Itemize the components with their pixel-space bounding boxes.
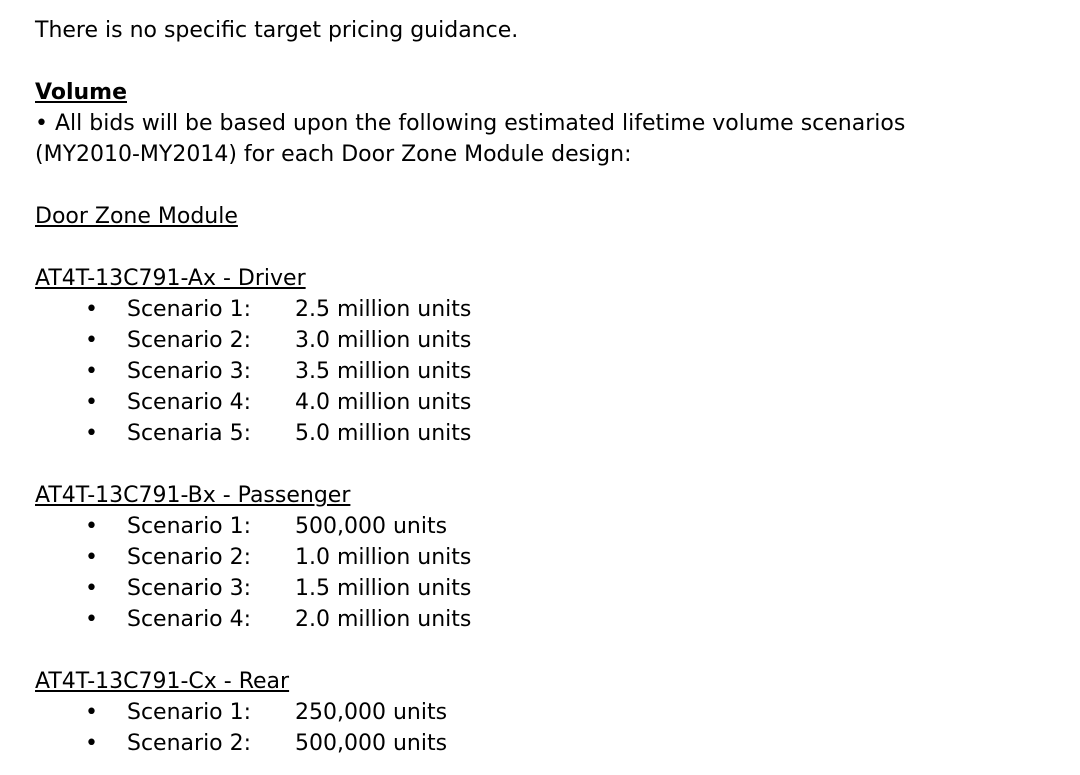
scenario-group xyxy=(35,635,1060,759)
blank-line xyxy=(35,170,1060,201)
scenario-row xyxy=(35,697,1060,728)
scenario-row xyxy=(35,728,1060,759)
group-rows xyxy=(35,294,1060,449)
scenario-label: Scenario 4: xyxy=(127,607,252,632)
scenario-group xyxy=(35,232,1060,449)
scenario-value: 2.0 million units xyxy=(295,607,472,632)
scenario-value: 2.5 million units xyxy=(295,297,472,322)
blank-line xyxy=(35,449,1060,480)
scenario-label: Scenario 1: xyxy=(127,297,252,322)
group-rows xyxy=(35,511,1060,635)
intro-text: There is no specific target pricing guidance. xyxy=(35,18,519,43)
scenario-value: 1.5 million units xyxy=(295,576,472,601)
scenario-label: Scenario 3: xyxy=(127,576,252,601)
module-heading: Door Zone Module xyxy=(35,204,238,229)
scenario-row xyxy=(35,387,1060,418)
scenario-row xyxy=(35,418,1060,449)
bullet-icon: • xyxy=(85,576,98,601)
scenario-value: 3.5 million units xyxy=(295,359,472,384)
volume-bullet-line-1: • All bids will be based upon the following estimated lifetime volume scenarios xyxy=(35,111,906,136)
scenario-label: Scenaria 5: xyxy=(127,421,252,446)
scenario-label: Scenario 2: xyxy=(127,731,252,756)
scenario-value: 500,000 units xyxy=(295,731,448,756)
scenario-value: 5.0 million units xyxy=(295,421,472,446)
bullet-icon: • xyxy=(85,328,98,353)
blank-line xyxy=(35,46,1060,77)
bullet-icon: • xyxy=(85,607,98,632)
scenario-label: Scenario 4: xyxy=(127,390,252,415)
group-heading: AT4T-13C791-Ax - Driver xyxy=(35,266,306,291)
scenario-row xyxy=(35,356,1060,387)
scenario-label: Scenario 2: xyxy=(127,545,252,570)
scenario-groups xyxy=(35,232,1060,759)
scenario-value: 250,000 units xyxy=(295,700,448,725)
scenario-label: Scenario 1: xyxy=(127,700,252,725)
bullet-icon: • xyxy=(85,731,98,756)
bullet-icon: • xyxy=(85,297,98,322)
bullet-icon: • xyxy=(85,390,98,415)
group-heading: AT4T-13C791-Cx - Rear xyxy=(35,669,290,694)
bullet-icon: • xyxy=(85,545,98,570)
scenario-label: Scenario 2: xyxy=(127,328,252,353)
group-rows xyxy=(35,697,1060,759)
bullet-icon: • xyxy=(85,514,98,539)
scenario-row xyxy=(35,294,1060,325)
scenario-row xyxy=(35,542,1060,573)
volume-heading: Volume xyxy=(35,80,127,105)
scenario-row xyxy=(35,573,1060,604)
scenario-value: 3.0 million units xyxy=(295,328,472,353)
scenario-row xyxy=(35,511,1060,542)
blank-line xyxy=(35,635,1060,666)
blank-line xyxy=(35,232,1060,263)
scenario-value: 500,000 units xyxy=(295,514,448,539)
scenario-value: 1.0 million units xyxy=(295,545,472,570)
scenario-label: Scenario 3: xyxy=(127,359,252,384)
group-heading: AT4T-13C791-Bx - Passenger xyxy=(35,483,351,508)
scenario-row xyxy=(35,325,1060,356)
scenario-value: 4.0 million units xyxy=(295,390,472,415)
scenario-row xyxy=(35,604,1060,635)
scenario-group xyxy=(35,449,1060,635)
bullet-icon: • xyxy=(85,700,98,725)
bullet-icon: • xyxy=(85,421,98,446)
bullet-icon: • xyxy=(85,359,98,384)
volume-bullet-line-2: (MY2010-MY2014) for each Door Zone Module design: xyxy=(35,142,632,167)
scenario-label: Scenario 1: xyxy=(127,514,252,539)
